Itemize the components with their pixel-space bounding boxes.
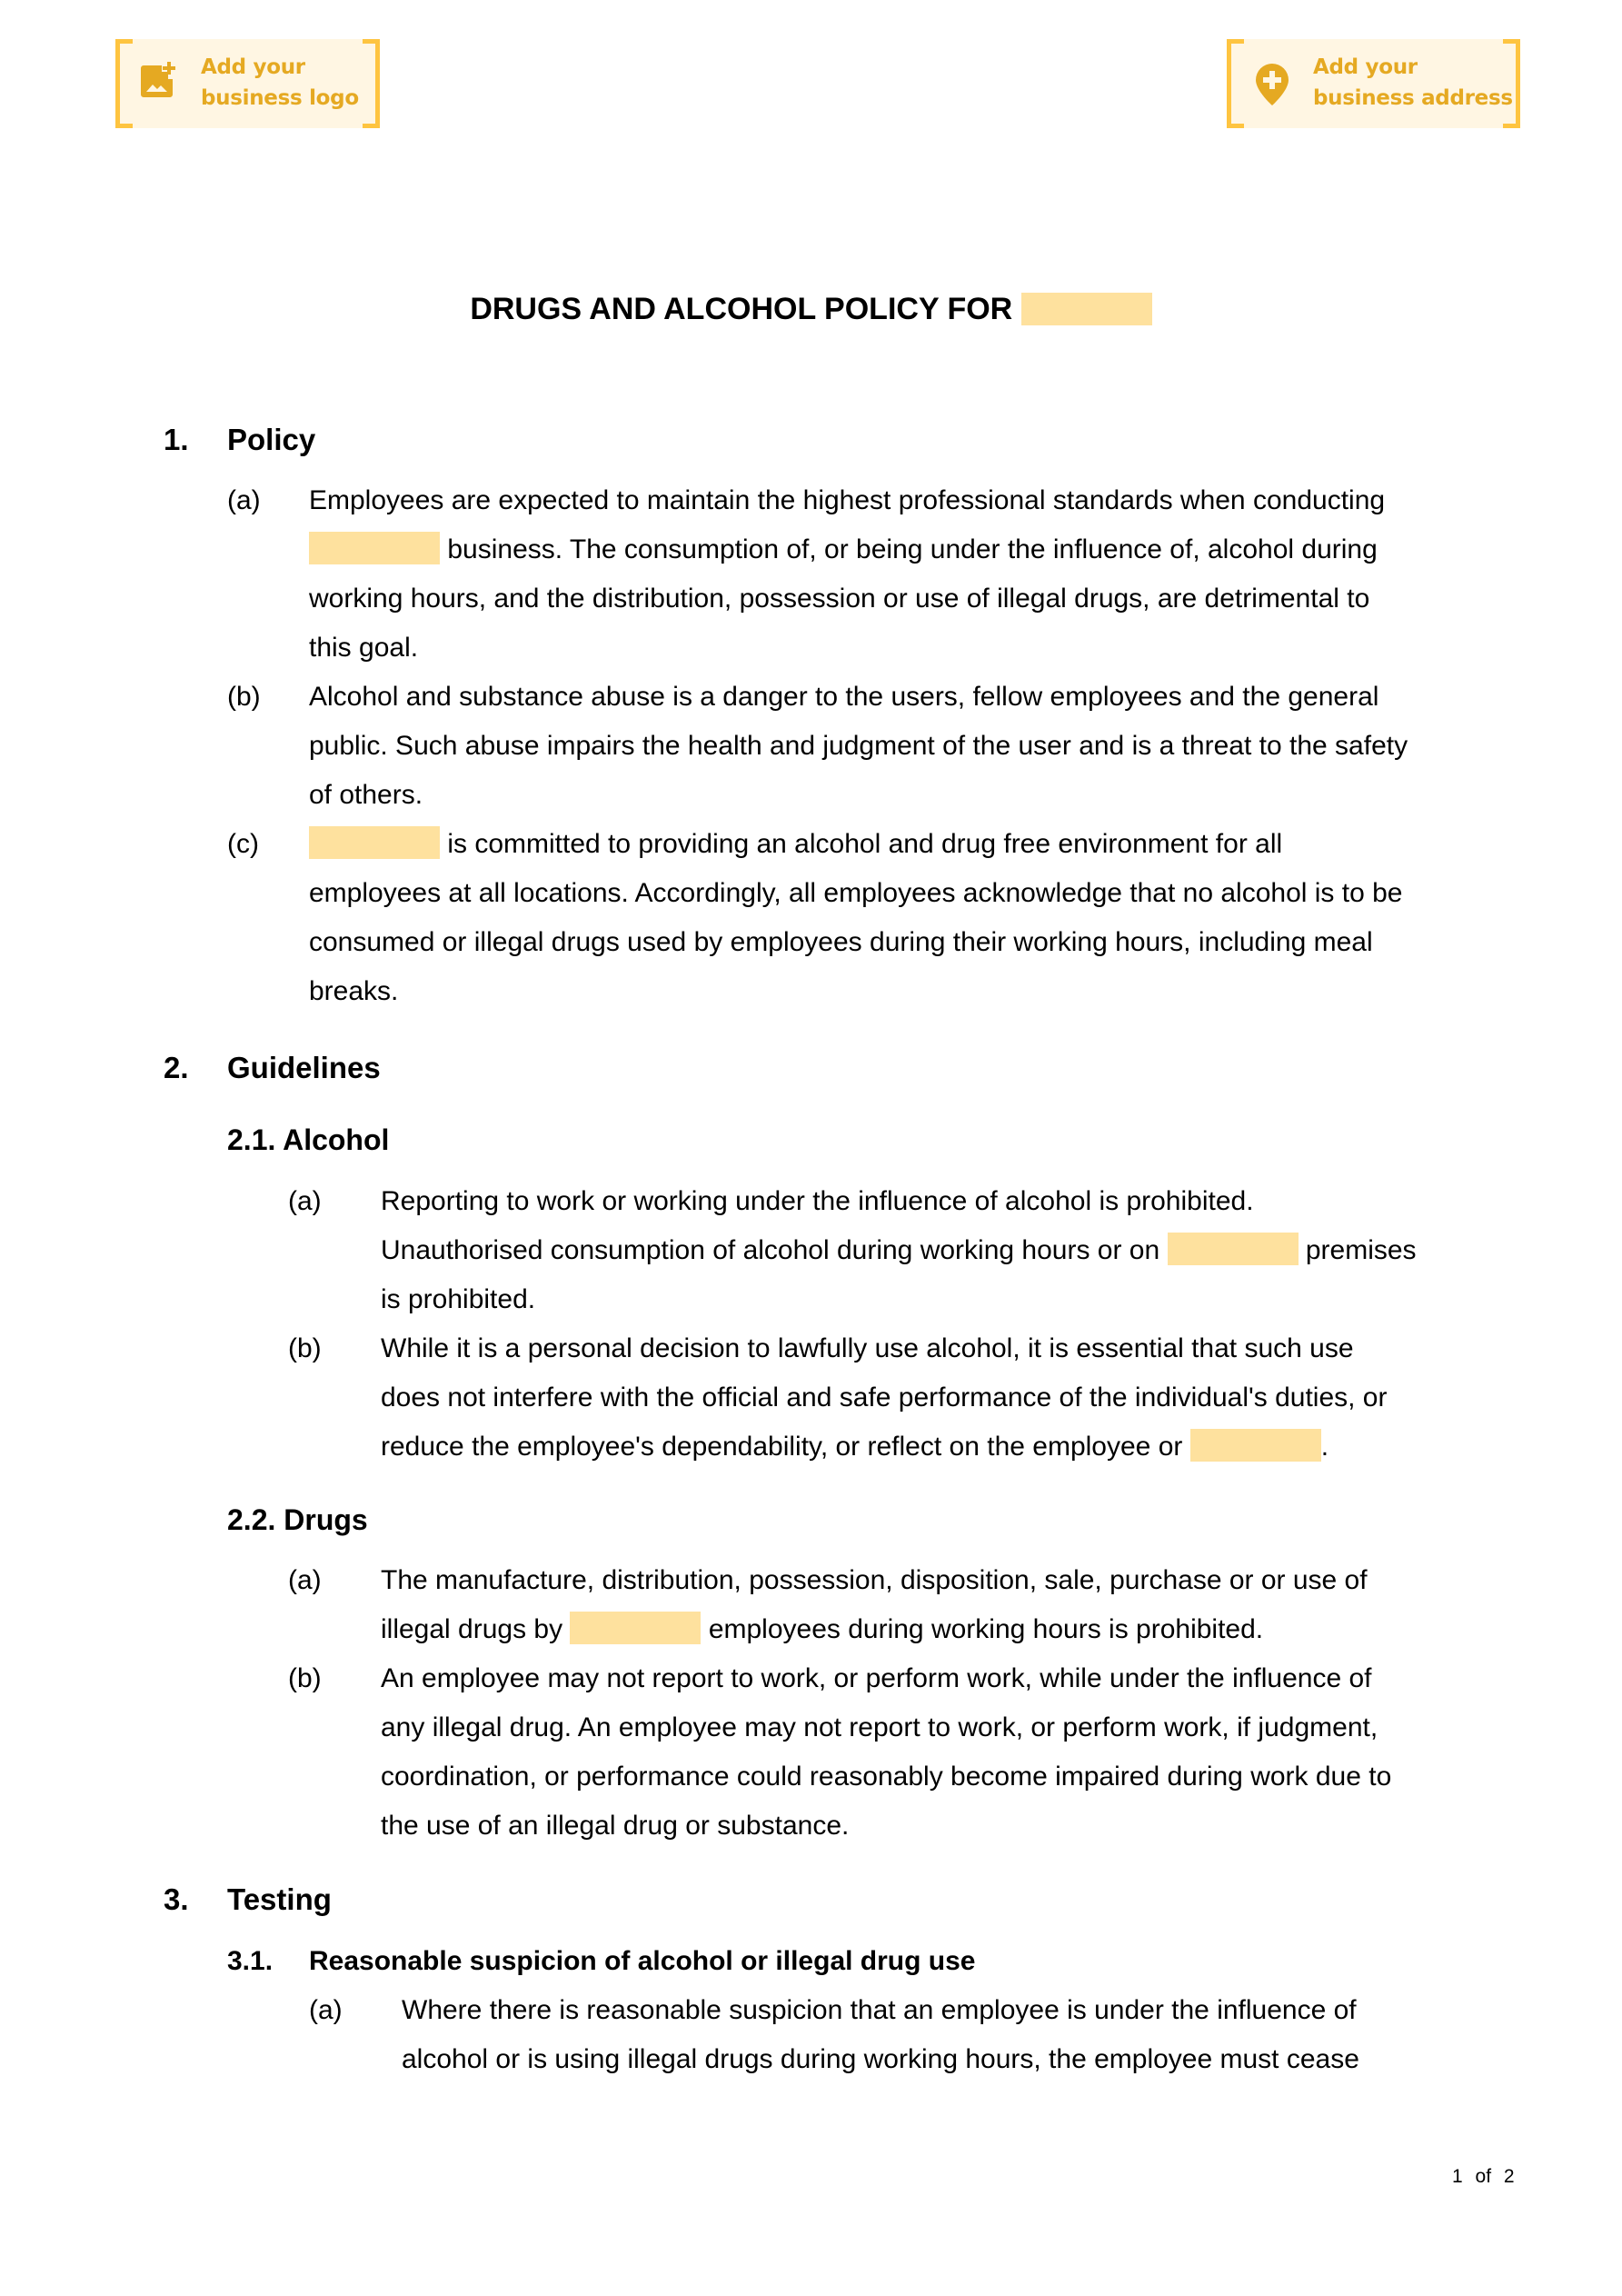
section-3-number: 3. (164, 1882, 189, 1916)
business-name-field[interactable] (309, 826, 440, 859)
item-label: (a) (288, 1186, 322, 1216)
paragraph-2-1b: While it is a personal decision to lawfully use alcohol, it is essential that such use does not interfere with the official and safe performance of the individual's duties, or reduce the employee's dependability, or reflect on the employee or . (381, 1333, 1388, 1462)
section-2-heading: Guidelines (227, 1051, 381, 1084)
item-label: (b) (288, 1663, 322, 1693)
add-business-address-button[interactable] (1227, 39, 1520, 128)
business-name-field[interactable] (570, 1612, 701, 1644)
business-name-field[interactable] (1168, 1233, 1299, 1265)
logo-placeholder-line2: business logo (201, 86, 359, 110)
paragraph-1c: is committed to providing an alcohol and drug free environment for all employees at all locations. Accordingly, all employees acknowledge that no alcohol is to be consumed or illegal drugs used by employees during their working hours, including meal breaks. (309, 820, 1402, 1016)
item-label: (a) (227, 485, 261, 515)
paragraph-1b: Alcohol and substance abuse is a danger to the users, fellow employees and the general public. Such abuse impairs the health and judgment of the user and is a threat to the safety of others. (309, 682, 1408, 810)
subsection-3-1-number: 3.1. (227, 1946, 274, 1976)
subsection-2-2-heading: 2.2. Drugs (227, 1503, 368, 1536)
item-label: (a) (288, 1565, 322, 1595)
address-placeholder-line2: business address (1313, 86, 1513, 110)
business-name-field[interactable] (1021, 293, 1152, 325)
item-label: (a) (309, 1995, 343, 2025)
address-placeholder-line1: Add your (1313, 55, 1418, 79)
business-name-field[interactable] (309, 532, 440, 564)
business-name-field[interactable] (1190, 1429, 1321, 1462)
title-text: DRUGS AND ALCOHOL POLICY FOR (470, 292, 1013, 326)
page-indicator: 1 of 2 (1452, 2166, 1515, 2187)
paragraph-1a: Employees are expected to maintain the highest professional standards when conducting business. The consumption of, or being under the influence of, alcohol during working hours, and the distribution, possession or use of illegal drugs, are detrimental to this goal. (309, 485, 1386, 663)
item-label: (b) (288, 1333, 322, 1363)
subsection-3-1-heading: Reasonable suspicion of alcohol or illegal drug use (309, 1946, 976, 1976)
item-label: (b) (227, 682, 261, 712)
image-add-icon (141, 62, 175, 98)
section-1-heading: Policy (227, 423, 316, 456)
bracket-left (115, 39, 133, 128)
add-business-logo-button[interactable] (115, 39, 380, 128)
bracket-right (363, 39, 380, 128)
paragraph-2-2b: An employee may not report to work, or perform work, while under the influence of any illegal drug. An employee may not report to work, or perform work, if judgment, coordination, or performance could reasonably become impaired during work due to the use of an illegal drug or substance. (381, 1663, 1392, 1841)
document-title (0, 289, 1622, 329)
bracket-left (1227, 39, 1244, 128)
logo-placeholder-line1: Add your (201, 55, 305, 79)
subsection-2-1-heading: 2.1. Alcohol (227, 1123, 390, 1156)
section-3-heading: Testing (227, 1882, 332, 1916)
location-add-icon (1254, 62, 1290, 107)
section-1-number: 1. (164, 423, 189, 456)
paragraph-2-1a: Reporting to work or working under the influence of alcohol is prohibited. Unauthorised consumption of alcohol during working hours or on premises is prohibited. (381, 1186, 1417, 1314)
section-2-number: 2. (164, 1051, 189, 1084)
paragraph-3-1a: Where there is reasonable suspicion that an employee is under the influence of alcohol or is using illegal drugs during working hours, the employee must cease (402, 1995, 1359, 2074)
item-label: (c) (227, 829, 259, 859)
paragraph-2-2a: The manufacture, distribution, possession, disposition, sale, purchase or or use of illegal drugs by employees during working hours is prohibited. (381, 1565, 1368, 1644)
